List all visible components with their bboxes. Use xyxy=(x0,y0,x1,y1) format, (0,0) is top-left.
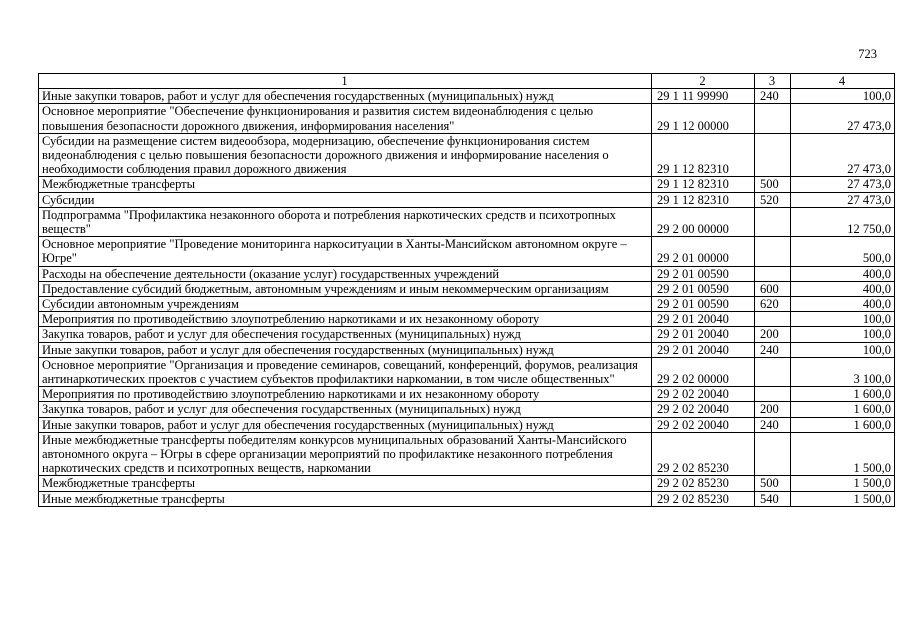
row-name-cell: Иные закупки товаров, работ и услуг для обеспечения государственных (муниципальных) нужд xyxy=(39,342,652,357)
table-row xyxy=(39,89,895,104)
row-expense-type-cell: 620 xyxy=(755,297,791,312)
row-expense-type-cell: 600 xyxy=(755,281,791,296)
row-code-cell: 29 2 01 00590 xyxy=(652,281,755,296)
column-header-expense-type: 3 xyxy=(755,74,791,89)
row-name-cell: Иные закупки товаров, работ и услуг для обеспечения государственных (муниципальных) нужд xyxy=(39,89,652,104)
row-name-cell: Мероприятия по противодействию злоупотреблению наркотиками и их незаконному обороту xyxy=(39,387,652,402)
table-row xyxy=(39,133,895,177)
row-amount-cell: 100,0 xyxy=(791,327,895,342)
row-expense-type-cell: 500 xyxy=(755,177,791,192)
row-expense-type-cell xyxy=(755,207,791,236)
row-amount-cell: 12 750,0 xyxy=(791,207,895,236)
row-code-cell: 29 2 02 85230 xyxy=(652,432,755,476)
table-row xyxy=(39,476,895,491)
row-name-cell: Закупка товаров, работ и услуг для обеспечения государственных (муниципальных) нужд xyxy=(39,402,652,417)
row-code-cell: 29 2 02 85230 xyxy=(652,491,755,506)
row-amount-cell: 1 600,0 xyxy=(791,387,895,402)
row-expense-type-cell xyxy=(755,312,791,327)
row-expense-type-cell xyxy=(755,266,791,281)
row-name-cell: Иные закупки товаров, работ и услуг для обеспечения государственных (муниципальных) нужд xyxy=(39,417,652,432)
row-expense-type-cell xyxy=(755,104,791,133)
row-code-cell: 29 2 01 00000 xyxy=(652,237,755,266)
row-code-cell: 29 2 02 00000 xyxy=(652,357,755,386)
column-header-name: 1 xyxy=(39,74,652,89)
row-name-cell: Субсидии автономным учреждениям xyxy=(39,297,652,312)
row-amount-cell: 500,0 xyxy=(791,237,895,266)
table-row xyxy=(39,104,895,133)
table-row xyxy=(39,357,895,386)
row-name-cell: Иные межбюджетные трансферты победителям конкурсов муниципальных образований Ханты-Мансийского автономного округа – Югры в сфере организации мероприятий по профилактике незаконного потребления наркотических средств и психотропных веществ, наркомании xyxy=(39,432,652,476)
row-expense-type-cell: 240 xyxy=(755,89,791,104)
row-expense-type-cell: 240 xyxy=(755,417,791,432)
row-name-cell: Иные межбюджетные трансферты xyxy=(39,491,652,506)
table-row xyxy=(39,177,895,192)
row-expense-type-cell xyxy=(755,387,791,402)
row-expense-type-cell xyxy=(755,133,791,177)
row-amount-cell: 1 500,0 xyxy=(791,432,895,476)
row-amount-cell: 1 600,0 xyxy=(791,417,895,432)
row-name-cell: Основное мероприятие "Проведение мониторинга наркоситуации в Ханты-Мансийском автономном округе – Югре" xyxy=(39,237,652,266)
row-code-cell: 29 1 12 82310 xyxy=(652,177,755,192)
row-name-cell: Расходы на обеспечение деятельности (оказание услуг) государственных учреждений xyxy=(39,266,652,281)
row-amount-cell: 400,0 xyxy=(791,281,895,296)
row-name-cell: Закупка товаров, работ и услуг для обеспечения государственных (муниципальных) нужд xyxy=(39,327,652,342)
column-header-code: 2 xyxy=(652,74,755,89)
column-header-amount: 4 xyxy=(791,74,895,89)
row-amount-cell: 27 473,0 xyxy=(791,177,895,192)
row-name-cell: Основное мероприятие "Организация и проведение семинаров, совещаний, конференций, форумов, реализация антинаркотических проектов с участием субъектов профилактики наркомании, в том числе общественных" xyxy=(39,357,652,386)
row-name-cell: Субсидии xyxy=(39,192,652,207)
page-number: 723 xyxy=(858,47,877,61)
header-row xyxy=(39,74,895,89)
row-name-cell: Предоставление субсидий бюджетным, автономным учреждениям и иным некоммерческим организациям xyxy=(39,281,652,296)
row-expense-type-cell: 500 xyxy=(755,476,791,491)
table-row xyxy=(39,207,895,236)
row-code-cell: 29 2 01 20040 xyxy=(652,342,755,357)
row-expense-type-cell: 240 xyxy=(755,342,791,357)
row-expense-type-cell xyxy=(755,237,791,266)
row-amount-cell: 1 600,0 xyxy=(791,402,895,417)
row-code-cell: 29 2 01 20040 xyxy=(652,312,755,327)
row-code-cell: 29 1 12 00000 xyxy=(652,104,755,133)
table-row xyxy=(39,281,895,296)
row-expense-type-cell xyxy=(755,432,791,476)
budget-table xyxy=(38,73,895,507)
table-row xyxy=(39,297,895,312)
table-row xyxy=(39,387,895,402)
row-code-cell: 29 2 02 20040 xyxy=(652,402,755,417)
table-row xyxy=(39,266,895,281)
row-amount-cell: 100,0 xyxy=(791,312,895,327)
row-code-cell: 29 1 12 82310 xyxy=(652,192,755,207)
table-row xyxy=(39,491,895,506)
row-code-cell: 29 2 01 00590 xyxy=(652,266,755,281)
row-name-cell: Основное мероприятие "Обеспечение функционирования и развития систем видеонаблюдения с целью повышения безопасности дорожного движения, информирования населения" xyxy=(39,104,652,133)
row-amount-cell: 1 500,0 xyxy=(791,476,895,491)
table-row xyxy=(39,312,895,327)
row-expense-type-cell: 540 xyxy=(755,491,791,506)
table-row xyxy=(39,402,895,417)
row-amount-cell: 1 500,0 xyxy=(791,491,895,506)
table-row xyxy=(39,432,895,476)
row-amount-cell: 400,0 xyxy=(791,266,895,281)
row-name-cell: Межбюджетные трансферты xyxy=(39,177,652,192)
row-expense-type-cell: 520 xyxy=(755,192,791,207)
row-amount-cell: 400,0 xyxy=(791,297,895,312)
row-name-cell: Подпрограмма "Профилактика незаконного оборота и потребления наркотических средств и психотропных веществ" xyxy=(39,207,652,236)
table-row xyxy=(39,192,895,207)
row-name-cell: Субсидии на размещение систем видеообзора, модернизацию, обеспечение функционирования систем видеонаблюдения с целью повышения безопасности дорожного движения и информирование населения о необходимости соблюдения правил дорожного движения xyxy=(39,133,652,177)
row-code-cell: 29 2 00 00000 xyxy=(652,207,755,236)
row-code-cell: 29 2 02 20040 xyxy=(652,387,755,402)
row-expense-type-cell: 200 xyxy=(755,402,791,417)
row-amount-cell: 27 473,0 xyxy=(791,104,895,133)
row-amount-cell: 27 473,0 xyxy=(791,192,895,207)
row-code-cell: 29 2 02 85230 xyxy=(652,476,755,491)
table-row xyxy=(39,342,895,357)
row-code-cell: 29 1 12 82310 xyxy=(652,133,755,177)
row-name-cell: Мероприятия по противодействию злоупотреблению наркотиками и их незаконному обороту xyxy=(39,312,652,327)
row-code-cell: 29 2 01 20040 xyxy=(652,327,755,342)
row-amount-cell: 27 473,0 xyxy=(791,133,895,177)
row-code-cell: 29 1 11 99990 xyxy=(652,89,755,104)
row-amount-cell: 100,0 xyxy=(791,342,895,357)
row-code-cell: 29 2 02 20040 xyxy=(652,417,755,432)
row-expense-type-cell xyxy=(755,357,791,386)
row-amount-cell: 100,0 xyxy=(791,89,895,104)
table-row xyxy=(39,237,895,266)
table-row xyxy=(39,417,895,432)
row-name-cell: Межбюджетные трансферты xyxy=(39,476,652,491)
row-code-cell: 29 2 01 00590 xyxy=(652,297,755,312)
row-amount-cell: 3 100,0 xyxy=(791,357,895,386)
row-expense-type-cell: 200 xyxy=(755,327,791,342)
table-row xyxy=(39,327,895,342)
